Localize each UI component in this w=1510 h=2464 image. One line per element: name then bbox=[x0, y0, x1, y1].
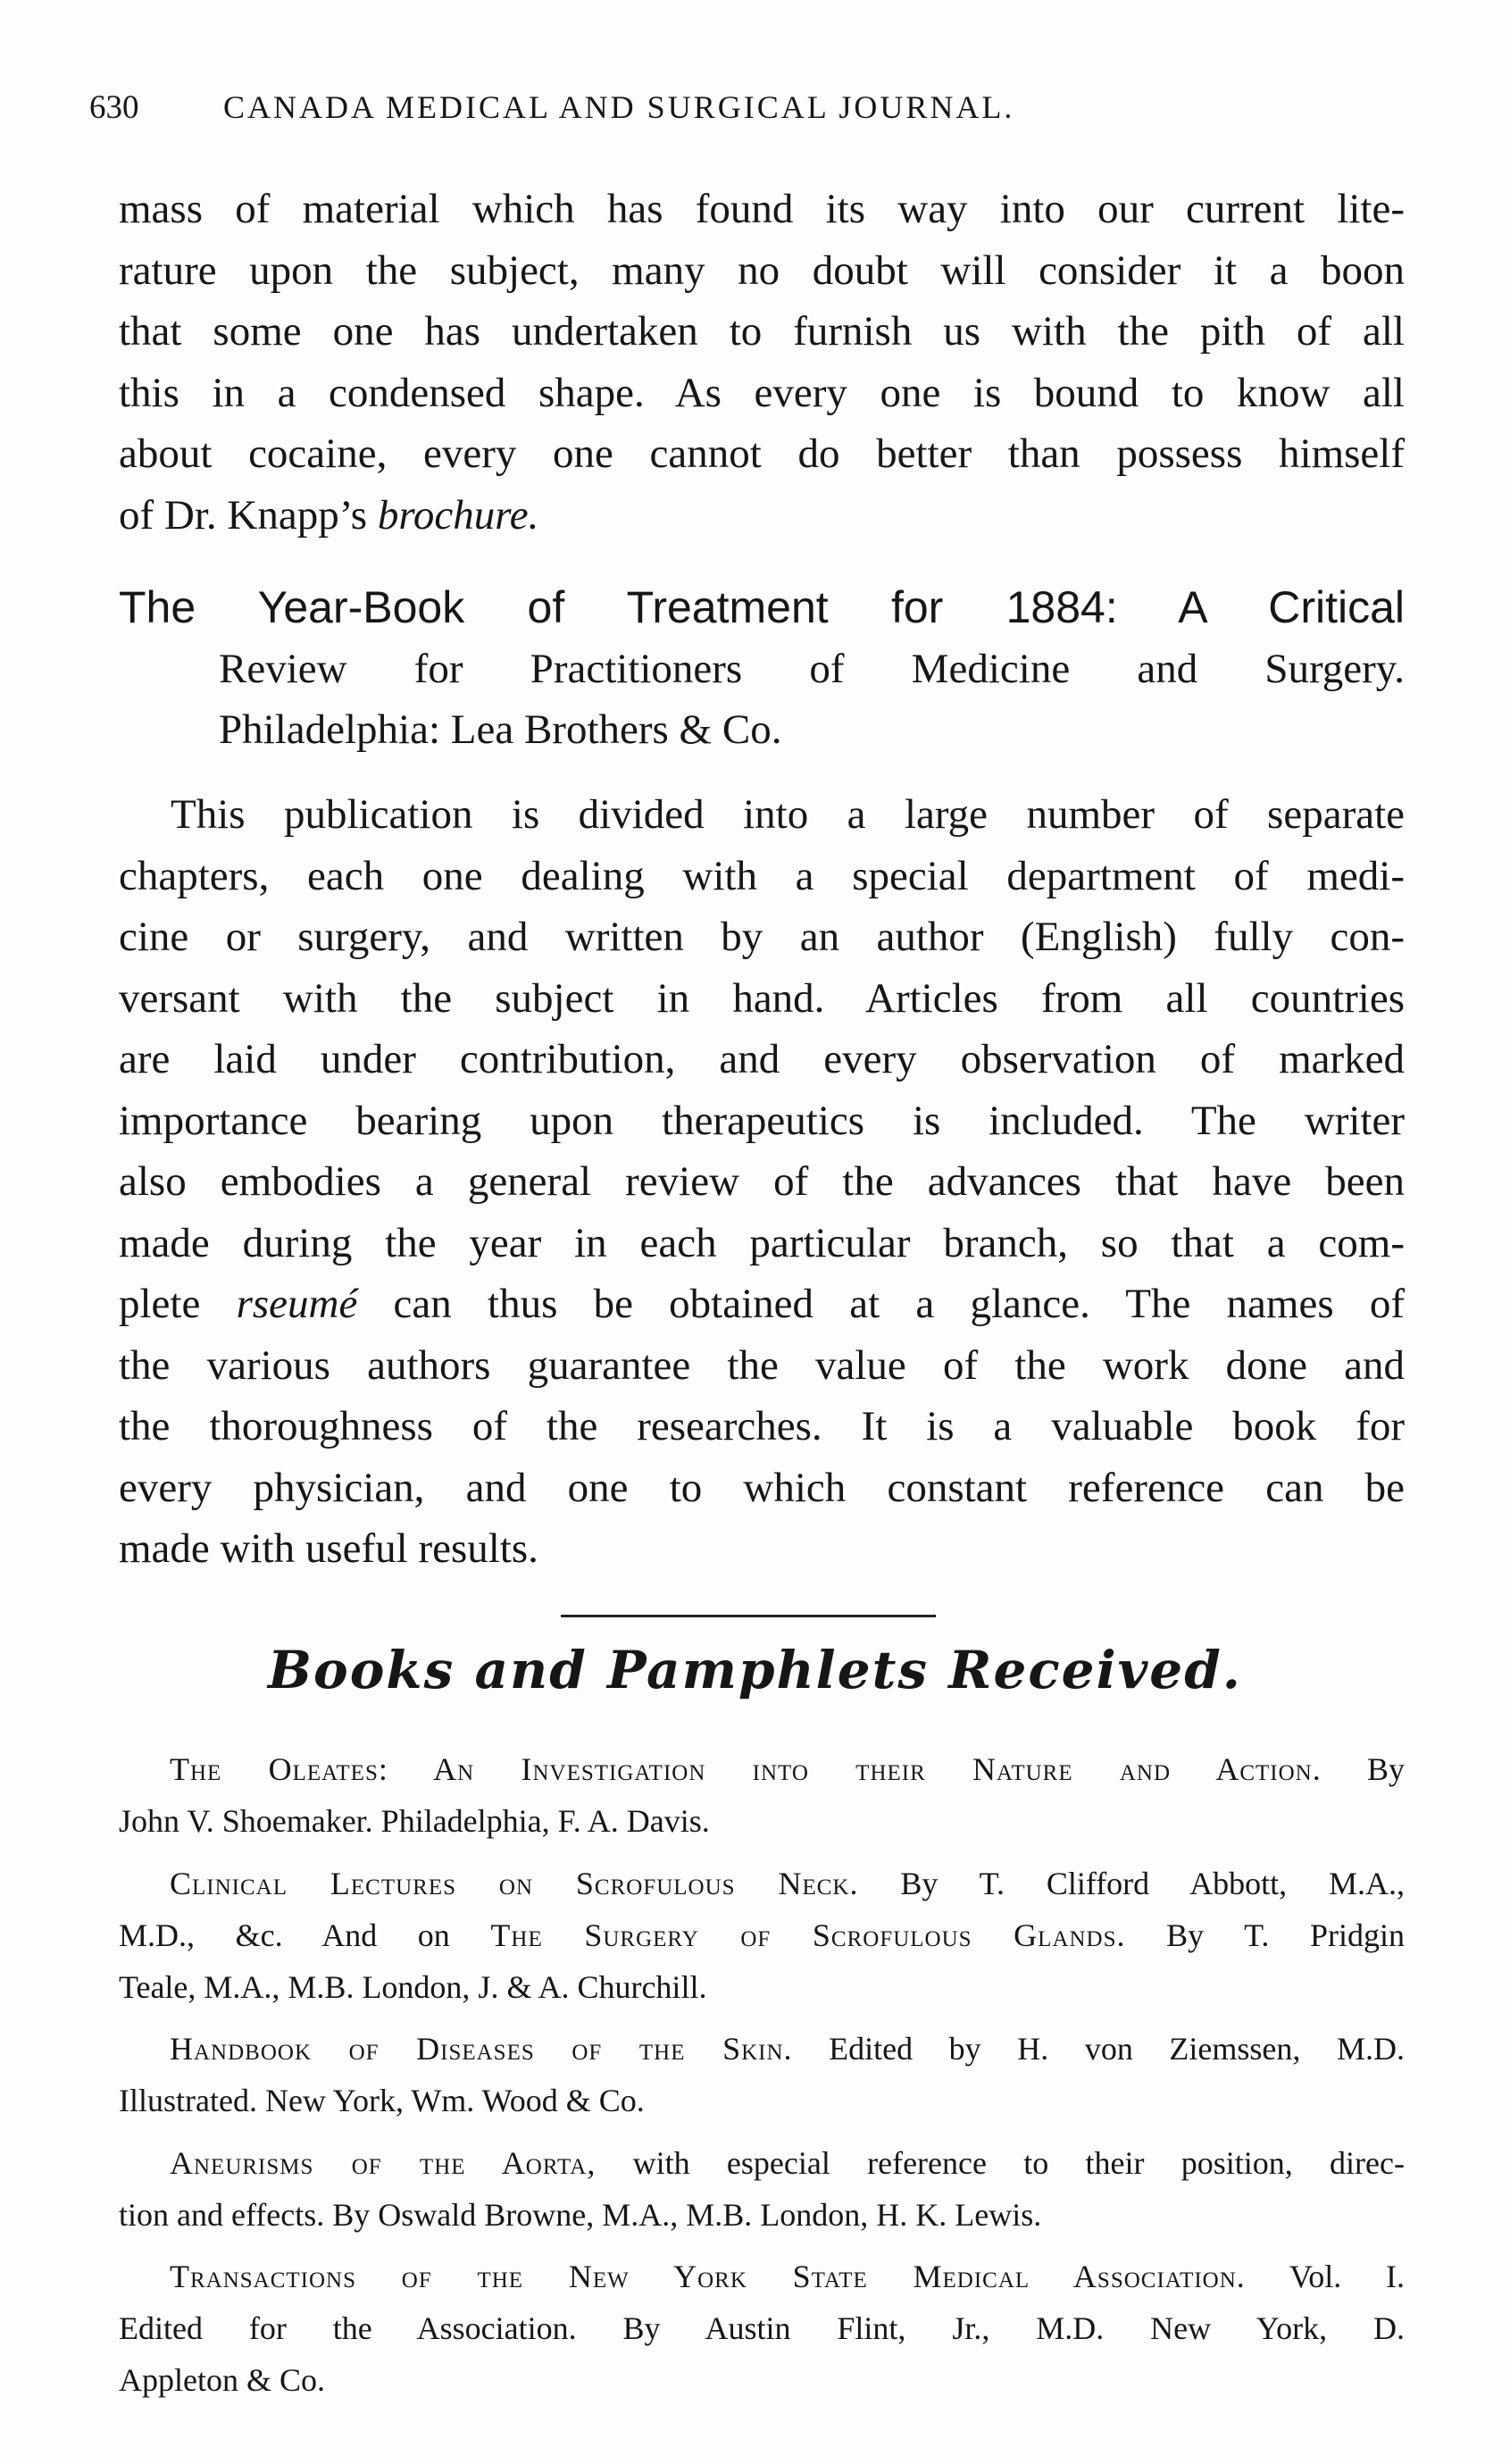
book-title: Clinical Lectures on Scrofulous Neck. bbox=[170, 1866, 859, 1901]
book-entry bbox=[119, 2251, 1405, 2406]
journal-title: CANADA MEDICAL AND SURGICAL JOURNAL. bbox=[223, 89, 1015, 125]
text-line: versant with the subject in hand. Articles from all countries bbox=[119, 974, 1405, 1022]
entry-line bbox=[119, 1909, 1405, 1961]
text-line: chapters, each one dealing with a special department of medi- bbox=[119, 852, 1405, 899]
entry-line: tion and effects. By Oswald Browne, M.A., M.B. London, H. K. Lewis. bbox=[119, 2197, 1042, 2233]
book-title: Transactions of the New York State Medical Association. bbox=[170, 2259, 1246, 2294]
text-line: that some one has undertaken to furnish us with the pith of all bbox=[119, 308, 1405, 355]
review-publisher: Philadelphia: Lea Brothers & Co. bbox=[219, 706, 782, 753]
text-fragment: Edited by H. von Ziemssen, M.D. bbox=[792, 2031, 1405, 2067]
text-line: mass of material which has found its way into our current lite- bbox=[119, 186, 1405, 232]
text-fragment: of Dr. Knapp’s bbox=[119, 491, 378, 539]
book-entry bbox=[119, 2137, 1405, 2241]
book-title: The Oleates: An Investigation into their Nature and Action. bbox=[170, 1751, 1322, 1787]
text-fragment: By T. Clifford Abbott, M.A., bbox=[858, 1866, 1405, 1901]
text-line: every physician, and one to which constant reference can be bbox=[119, 1464, 1405, 1511]
italic-word: rseumé bbox=[236, 1281, 358, 1327]
text-line: the thoroughness of the researches. It is a valuable book for bbox=[119, 1403, 1405, 1449]
entry-line bbox=[170, 2023, 1405, 2075]
text-line: made with useful results. bbox=[119, 1525, 538, 1572]
text-line: importance bearing upon therapeutics is included. The writer bbox=[119, 1097, 1405, 1144]
book-title: The Surgery of Scrofulous Glands. bbox=[490, 1917, 1126, 1953]
entry-line bbox=[170, 1743, 1405, 1795]
book-title: Aneurisms of the Aorta, bbox=[170, 2145, 596, 2181]
review-body bbox=[119, 784, 1405, 1580]
review-title: The Year-Book of Treatment for 1884: A Critical bbox=[119, 582, 1405, 632]
italic-word: brochure. bbox=[377, 491, 539, 539]
text-line bbox=[119, 485, 1405, 547]
book-entry bbox=[119, 2023, 1405, 2126]
text-line: this in a condensed shape. As every one is bound to know all bbox=[119, 369, 1405, 416]
text-line: rature upon the subject, many no doubt will consider it a boon bbox=[119, 246, 1405, 294]
entry-line: John V. Shoemaker. Philadelphia, F. A. Davis. bbox=[119, 1803, 710, 1839]
section-title: Books and Pamphlets Received. bbox=[268, 1640, 1242, 1700]
text-line: cine or surgery, and written by an author (English) fully con- bbox=[119, 914, 1405, 960]
text-fragment: By bbox=[1321, 1751, 1405, 1787]
text-fragment: plete bbox=[119, 1281, 237, 1327]
book-entry bbox=[119, 1858, 1406, 2013]
text-line: This publication is divided into a large number of separate bbox=[171, 791, 1405, 838]
book-title: Handbook of Diseases of the Skin. bbox=[170, 2031, 793, 2067]
page-number: 630 bbox=[89, 89, 139, 126]
text-fragment: can thus be obtained at a glance. The names of bbox=[357, 1281, 1405, 1327]
review-heading bbox=[119, 576, 1405, 760]
entry-line: Appleton & Co. bbox=[119, 2362, 325, 2398]
text-fragment: By T. Pridgin bbox=[1125, 1917, 1406, 1953]
text-line: made during the year in each particular branch, so that a com- bbox=[119, 1219, 1405, 1266]
entry-line bbox=[170, 2137, 1405, 2189]
running-head bbox=[89, 80, 1384, 135]
text-line: also embodies a general review of the advances that have been bbox=[119, 1158, 1405, 1205]
entry-line bbox=[170, 1858, 1405, 1909]
text-line bbox=[119, 1274, 1405, 1335]
text-line: about cocaine, every one cannot do better than possess himself bbox=[119, 430, 1405, 477]
review-subtitle: Review for Practitioners of Medicine and Surgery. bbox=[219, 646, 1405, 692]
text-line: the various authors guarantee the value of the work done and bbox=[119, 1341, 1405, 1389]
entry-line: Teale, M.A., M.B. London, J. & A. Churchill. bbox=[119, 1969, 707, 2005]
text-fragment: with especial reference to their position, direc- bbox=[596, 2145, 1405, 2181]
entry-line: Edited for the Association. By Austin Flint, Jr., M.D. New York, D. bbox=[119, 2310, 1405, 2346]
text-fragment: Vol. I. bbox=[1245, 2259, 1405, 2294]
entry-line: Illustrated. New York, Wm. Wood & Co. bbox=[119, 2083, 645, 2118]
entry-line bbox=[170, 2251, 1405, 2302]
text-fragment: M.D., &c. And on bbox=[119, 1917, 491, 1953]
intro-paragraph bbox=[119, 179, 1405, 546]
book-entry bbox=[119, 1743, 1405, 1847]
section-divider bbox=[561, 1615, 936, 1617]
text-line: are laid under contribution, and every observation of marked bbox=[119, 1036, 1405, 1082]
